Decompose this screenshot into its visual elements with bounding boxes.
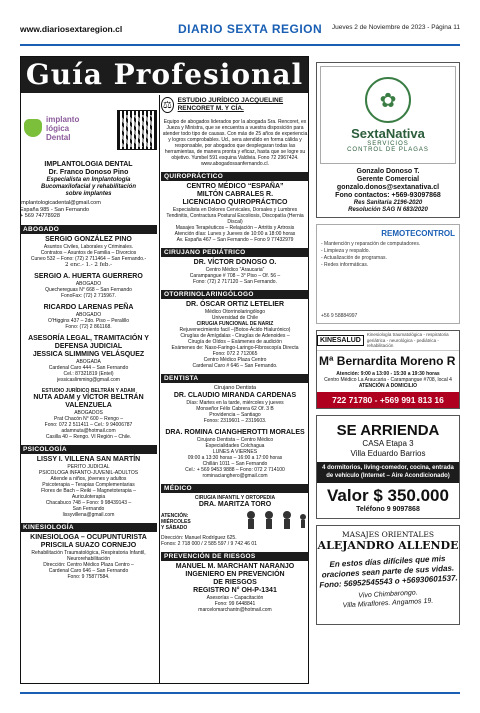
implantologica-logo: implanto lógica Dental: [20, 107, 90, 153]
listing-victor-donoso: DR. VÍCTOR DONOSO O. Centro Médico “Araucaria” Carampangue # 708 – 3° Piso – Of. 56 – Fono: (72) 2 717120 – San Fernando.: [189, 259, 281, 285]
section-abogado: ABOGADO: [20, 225, 157, 234]
listing-sergio-gonzalez: SERGIO GONZÁLEZ PINO Asuntos Civiles, Laborales y Criminales. Contratos – Asuntos de Familia – Divorcios Cuneo 532 – Fono: (72) 2 711464 – San Fernando.- 2 enc.- 1.- 2 feb.-: [30, 235, 147, 268]
section-psicologia: PSICOLOGÍA: [20, 445, 157, 454]
section-otorrino: OTORRINOLARINGÓLOGO: [161, 290, 309, 299]
section-quiropractico: QUIROPRÁCTICO: [161, 172, 309, 181]
section-prevencion-riesgos: PREVENCIÓN DE RIESGOS: [161, 552, 309, 561]
plague-control-icon: ✿: [365, 77, 411, 123]
sextanativa-ad: ✿ SextaNativa SERVICIOS CONTROL DE PLAGAS Gonzalo Donoso T. Gerente Comercial gonzalo.donos@sextanativa.cl Fono contactos: +569-93097868 Res Sanitaria 2196-2020 Resolución SAG N 683/2020: [316, 62, 460, 218]
page-header: [20, 20, 460, 46]
kinesalud-ad: KINESALUD Kinesiología traumatológica - respiratoria geriátrica - neurológica - pediátrica - rehabilitación Mª Bernardita Moreno R Atención: 9:00 a 13:00 - 15:30 a 19:30 horas Centro Médico La Araucaria - Carampangue #708, local 4 ATENCIÓN A DOMICILIO 722 71780 - +569 991 813 16: [316, 330, 460, 409]
children-illustration-icon: [239, 509, 309, 535]
arriendo-ad: SE ARRIENDA CASA Etapa 3 Villa Eduardo Barrios 4 dormitorios, living-comedor, cocina, entrada de vehículo (Internet – Aire Acondicionado) Valor $ 350.000 Teléfono 9 9097868: [316, 415, 460, 519]
implantologia-logos: [20, 99, 157, 161]
implantologia-listing: IMPLANTOLOGIA DENTAL Dr. Franco Donoso Pino Especialista en Implantología Bucomaxilofacial y rehabilitación sobre implantes implantologicadental@gmail.com España 985 - San Fernando + 569 74778928: [20, 161, 137, 219]
remotecontrol-ad: REMOTECONTROL - Mantención y reparación de computadores. - Limpieza y respaldo. - Actualización de programas. - Redes informáticas. +56 9 58884997: [316, 224, 460, 324]
column-3: [316, 62, 460, 682]
listing-lissy-villena: LISSY I. VILLENA SAN MARTÍN PERITO JUDICIAL PSICOLOGA INFANTO-JUVENIL-ADULTOS Atiende a niños, jóvenes y adultos Psicoterapia – Terapias Complementarias Flores de Bach – Reiki – Magnetoterapia – Auriculoterapia Chacabuco 748 – Fono: 9 98439143 – San Fernando lissyvillena@gmail.com: [36, 456, 141, 518]
listing-maritza-toro: CIRUGIA INFANTIL Y ORTOPEDIA DRA. MARITZA TORO ATENCIÓN: MIÉRCOLES Y SÁBADO Dirección: Manuel Rodríguez 625. Fonos: 2 718 000 / 2 585 597 / 9 742 46 01: [161, 495, 309, 547]
section-cirujano-pediatrico: CIRUJANO PEDIÁTRICO: [161, 248, 309, 257]
listing-manuel-marchant: MANUEL M. MARCHANT NARANJO INGENIERO EN PREVENCIÓN DE RIESGOS REGISTRO N° OH-P-1341 Asesorías – Capacitación Fono: 99 6448841 marcelomarchantn@hotmail.com: [175, 562, 295, 613]
listing-ricardo-larenas: RICARDO LARENAS PEÑA ABOGADO O'Higgins 437 – 2do. Piso – Peralillo Fono: (72) 2 861168.: [43, 304, 134, 330]
issue-date: Jueves 2 de Noviembre de 2023 - Página 11: [331, 24, 460, 31]
listing-claudio-miranda: Cirujano Dentista DR. CLAUDIO MIRANDA CARDENAS Días: Martes en la tarde, miércoles y jueves Monseñor Félix Cabrera 62 Of. 3 B Providencia – Santiago Fonos: 2319601 – 2319603.: [173, 385, 297, 424]
listing-oscar-ortiz: DR. ÓSCAR ORTIZ LETELIER Médico Otorrinolaringólogo Universidad de Chile CIRUGIA FUNCIONAL DE NARIZ Rejuvenecimiento facil –(Botox-Ácido Hialurónico) Cirugías de Amígdalas - Cirugías de Adenoides – Cirugía de Oídos – Exámenes de audición Exámenes de: Naso-Faringo-Laringo-Fibroscopía Directa Fono: 072 2 712065 Centro Médico Plaza Centro Cardenal Caro # 646 – San Fernando.: [171, 301, 299, 369]
listing-asesoria-legal: ASESORÍA LEGAL, TRAMITACIÓN Y DEFENSA JUDICIAL JESSICA SLIMMING VELÁSQUEZ ABOGADA Cardenal Caro 444 – San Fernando Cel.: 87321819 (Entel) jessicaslimming@gmail.com: [28, 335, 149, 383]
listing-priscila-suazo: KINESIOLOGA – OCUPUNTURISTA PRISCILA SUAZO CORNEJO Rehabilitación Traumatológica, Respiratoria Infantil, Neurorehabilitación Dirección: Centro Médico Plaza Centro – Cardenal Caro 646 – San Fernando Fono: 9 75877584.: [30, 534, 147, 580]
paper-title: DIARIO SEXTA REGION: [178, 22, 323, 36]
listing-milton-cabrales: CENTRO MÉDICO “ESPAÑA” MILTÓN CABRALES R. LICENCIADO QUIROPRÁCTICO Especialista en Dolores Cervicales, Dorsales y Lumbres Tendinitis, Contractura Postural Escoliosis, Discopatía (Hernia Discal) Masajes Terapéuticos – Relajación – Artritis y Artrosis Atención días: Lunes y Jueves de 10:00 a 18:00 horas Av. España 467 – San Fernando – Fono 9 77432979: [166, 183, 304, 243]
section-medico: MÉDICO: [161, 484, 309, 493]
jacqueline-body: Equipo de abogados liderados por la abogada Sra. Rencoret, ex Jueza y Ministra, que se encuentra a vuestra disposición para atender todo tipo de causas. Con más de 25 años de experiencia y logros comprobables. Ud., sera atendido en forma cálida y responsable, por abogados que desplegaran todas las herramientas, de manera pronta y eficaz, hasta que se logre su objetivo. Yumbel 591 esquina Valdivia. Fono 72 2967424. www.abogadossanfernando.cl.: [162, 119, 308, 167]
listing-sergio-huerta: SERGIO A. HUERTA GUERRERO ABOGADO Quechereguas N° 668 – San Fernando FonoFax: (72) 2 715967.: [34, 273, 143, 299]
section-kinesiologia: KINESIOLOGÍA: [20, 523, 157, 532]
kinesalud-phones[interactable]: 722 71780 - +569 991 813 16: [317, 392, 459, 408]
site-url[interactable]: www.diariosextaregion.cl: [20, 24, 123, 34]
guia-title: Guía Profesional: [21, 57, 308, 93]
column-2: [161, 94, 309, 682]
listing-romina-cianghero: DRA. ROMINA CIANGHEROTTI MORALES Cirujano Dentista – Centro Médico Especialidades Colchagua LUNES A VIERNES 09:00 a 13:30 horas – 16:00 a 17:00 horas Chillán 1011 – San Fernando Cel.: + 569 9453 9888 – Fono: 072 2 714100 rominacianghero@gmail.com: [165, 428, 305, 479]
sextanativa-logo: ✿ SextaNativa SERVICIOS CONTROL DE PLAGAS: [320, 66, 456, 164]
qr-code-icon[interactable]: [117, 110, 157, 150]
tooth-icon: [24, 119, 42, 137]
kinesalud-logo: KINESALUD: [317, 335, 364, 346]
page-footer-rule: [20, 692, 460, 694]
column-divider: [159, 95, 160, 683]
column-1: [20, 93, 157, 713]
section-dentista: DENTISTA: [161, 374, 309, 383]
listing-beltran-adam: ESTUDIO JURÍDICO BELTRÁN Y ADAM NUTA ADAM y VÍCTOR BELTRÁN VALENZUELA ABOGADOS Prat Chacón N° 600 – Rengo – Fono: 072 2 511411 – Cel.: 9 94006787 adamnuta@hotmail.com Casilla 40 – Rengo. VI Región – Chile.: [33, 388, 144, 440]
jacqueline-header: ⚖ ESTUDIO JURÍDICO JACQUELINE RENCORET M. Y CÍA.: [162, 97, 284, 112]
masajes-ad: MASAJES ORIENTALES ALEJANDRO ALLENDE En estos días difíciles que mis oraciones sean parte de sus vidas. Fono: 56952545543 o +56930601537. Vivo Chimbarongo. Villa Miraflores. Angamos 19.: [316, 525, 460, 625]
scales-of-justice-icon: ⚖: [161, 97, 174, 113]
